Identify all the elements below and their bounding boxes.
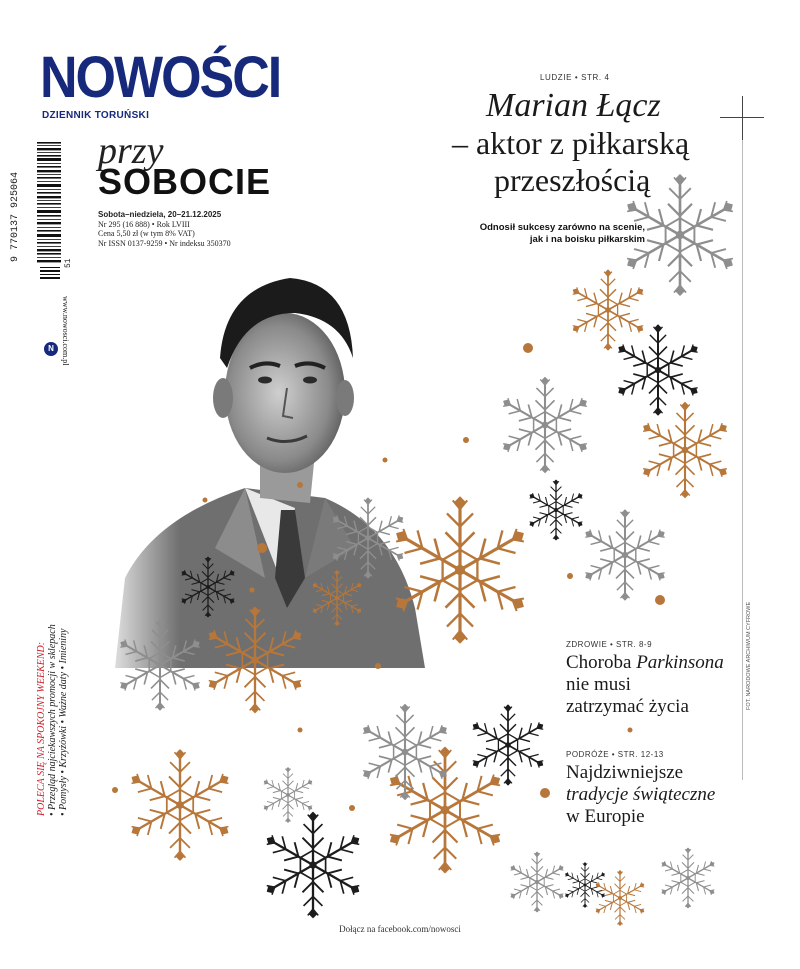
barcode-digits: 9 770137 925064 bbox=[10, 171, 21, 262]
website-url[interactable]: www.nowosci.com.pl bbox=[61, 296, 70, 366]
issue-date: Sobota–niedziela, 20–21.12.2025 bbox=[98, 210, 222, 219]
snow-dots bbox=[112, 343, 665, 811]
teaser-health-title bbox=[566, 652, 724, 674]
masthead-logo: NOWOŚCI bbox=[40, 45, 281, 111]
lead-title-line1: Marian Łącz bbox=[486, 87, 661, 124]
weekend-promo bbox=[36, 624, 69, 816]
teaser-travel-line3: w Europie bbox=[566, 806, 645, 827]
teaser-travel-line1: Najdziwniejsze bbox=[566, 762, 684, 783]
lead-deck-line1: Odnosił sukcesy zarówno na scenie, bbox=[479, 222, 645, 233]
teaser-health-line1: Choroba bbox=[566, 652, 637, 673]
teaser-health-line3: zatrzymać życia bbox=[566, 696, 689, 717]
promo-title: POLECA SIĘ NA SPOKOJNY WEEKEND: bbox=[36, 641, 47, 816]
teaser-health-line1-italic: Parkinsona bbox=[636, 652, 724, 673]
barcode-issue: 51 bbox=[64, 258, 73, 268]
promo-line2: • Pomysły • Krzyżówki • Ważne daty • Imieniny bbox=[58, 628, 69, 816]
teaser-health[interactable] bbox=[566, 640, 724, 718]
teaser-travel[interactable] bbox=[566, 750, 715, 828]
lead-title-line2: – aktor z piłkarską bbox=[452, 125, 690, 161]
teaser-travel-kicker: PODRÓŻE • STR. 12-13 bbox=[566, 750, 664, 759]
lead-deck-line2: jak i na boisku piłkarskim bbox=[529, 234, 645, 245]
snowflakes-black bbox=[179, 325, 701, 918]
teaser-health-line2: nie musi bbox=[566, 674, 631, 695]
issue-issn: Nr ISSN 0137-9259 • Nr indeksu 350370 bbox=[98, 238, 231, 248]
photo-credit: FOT. NARODOWE ARCHIWUM CYFROWE bbox=[746, 601, 752, 710]
lead-title-line3: przeszłością bbox=[494, 162, 651, 198]
issue-number: Nr 295 (16 888) • Rok LVIII bbox=[98, 219, 190, 229]
supplement-sobocie: SOBOCIE bbox=[98, 161, 272, 202]
supplement-przy: przy bbox=[98, 130, 164, 172]
teaser-health-kicker: ZDROWIE • STR. 8-9 bbox=[566, 640, 653, 649]
lead-kicker: LUDZIE • STR. 4 bbox=[540, 73, 610, 82]
n-logo-icon: N bbox=[44, 342, 58, 356]
teaser-travel-line2: tradycje świąteczne bbox=[566, 784, 716, 805]
promo-line1: • Przegląd najciekawszych promocji w sklepach bbox=[47, 624, 58, 816]
masthead-subtitle: DZIENNIK TORUŃSKI bbox=[42, 110, 150, 121]
facebook-footer[interactable]: Dołącz na facebook.com/nowosci bbox=[339, 924, 461, 934]
issue-price: Cena 5,50 zł (w tym 8% VAT) bbox=[98, 229, 195, 238]
